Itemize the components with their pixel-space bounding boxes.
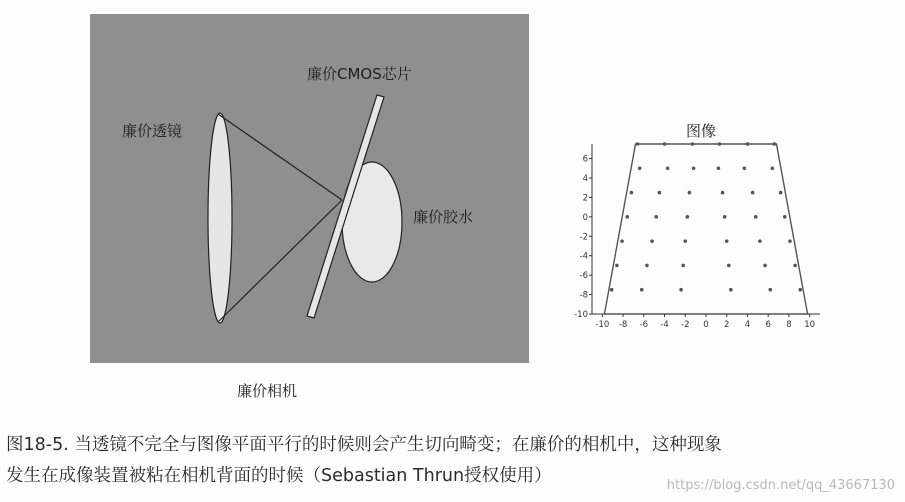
y-tick-label: 0	[582, 212, 588, 223]
data-point	[793, 264, 797, 268]
data-point	[620, 239, 624, 243]
y-tick-label: 6	[582, 154, 588, 165]
data-point	[746, 142, 750, 146]
y-tick-label: -2	[579, 232, 588, 243]
chart-title: 图像	[685, 122, 717, 140]
data-point	[751, 191, 755, 195]
distortion-outline	[604, 144, 807, 314]
caption-line-1: 图18-5. 当透镜不完全与图像平面平行的时候则会产生切向畸变；在廉价的相机中，这种现象	[6, 435, 722, 455]
data-point	[610, 288, 614, 292]
data-point	[666, 166, 670, 170]
caption-line-2: 发生在成像装置被粘在相机背面的时候（Sebastian Thrun授权使用）	[6, 466, 552, 486]
x-tick-labels	[595, 314, 815, 330]
data-point	[692, 166, 696, 170]
data-point	[723, 215, 727, 219]
data-point	[658, 191, 662, 195]
y-tick-labels	[574, 155, 592, 320]
x-tick-label: 10	[804, 320, 816, 330]
data-point	[754, 215, 758, 219]
y-tick-label: 2	[582, 193, 588, 204]
data-point	[743, 166, 747, 170]
data-point	[683, 239, 687, 243]
x-tick-label: 2	[724, 320, 730, 330]
data-point	[691, 142, 695, 146]
data-point	[654, 215, 658, 219]
plot-points	[610, 142, 802, 291]
data-point	[688, 191, 692, 195]
plot-axes	[592, 144, 820, 314]
x-tick-label: 0	[703, 320, 709, 330]
data-point	[721, 191, 725, 195]
camera-figure-title: 廉价相机	[237, 382, 298, 400]
x-tick-label: -10	[595, 320, 610, 330]
plot-outline	[604, 144, 807, 314]
y-tick-label: -4	[579, 251, 588, 262]
data-point	[773, 142, 777, 146]
data-point	[638, 166, 642, 170]
x-tick-label: 4	[744, 320, 751, 330]
x-tick-label: 6	[765, 320, 771, 330]
data-point	[625, 215, 629, 219]
y-tick-label: -6	[579, 271, 588, 282]
lens-label: 廉价透镜	[122, 122, 183, 140]
data-point	[717, 166, 721, 170]
data-point	[650, 239, 654, 243]
data-point	[758, 239, 762, 243]
watermark: https://blog.csdn.net/qq_43667130	[666, 478, 895, 493]
data-point	[663, 142, 667, 146]
y-tick-label: -10	[574, 310, 588, 320]
data-point	[727, 264, 731, 268]
chip-label: 廉价CMOS芯片	[307, 65, 412, 83]
data-point	[799, 288, 803, 292]
data-point	[686, 215, 690, 219]
glue-label: 廉价胶水	[413, 208, 474, 226]
data-point	[768, 288, 772, 292]
data-point	[729, 288, 733, 292]
data-point	[636, 142, 640, 146]
data-point	[725, 239, 729, 243]
data-point	[630, 191, 634, 195]
data-point	[679, 288, 683, 292]
y-tick-label: 4	[582, 174, 588, 184]
data-point	[788, 239, 792, 243]
data-point	[771, 166, 775, 170]
x-tick-label: 8	[786, 320, 792, 330]
x-tick-label: -8	[618, 320, 628, 330]
x-tick-label: -2	[681, 320, 690, 330]
data-point	[783, 215, 787, 219]
data-point	[615, 264, 619, 268]
data-point	[645, 264, 649, 268]
data-point	[640, 288, 644, 292]
x-tick-label: -4	[660, 320, 669, 330]
data-point	[681, 264, 685, 268]
y-tick-label: -8	[579, 290, 588, 301]
data-point	[718, 142, 722, 146]
data-point	[763, 264, 767, 268]
x-tick-label: -6	[639, 320, 649, 330]
data-point	[779, 191, 783, 195]
